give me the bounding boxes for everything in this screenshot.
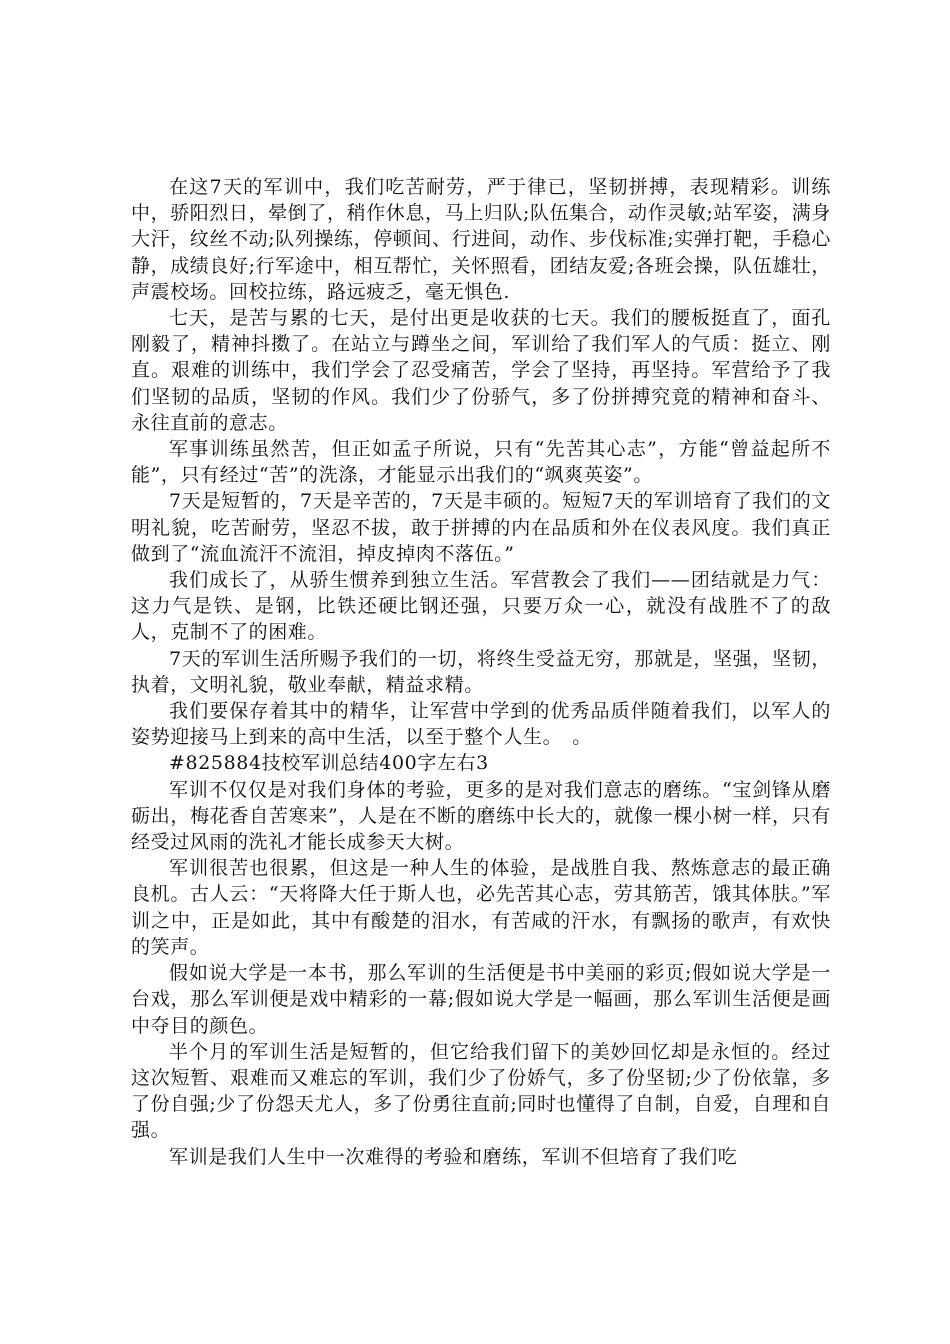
paragraph-3: 军事训练虽然苦，但正如孟子所说，只有“先苦其心志”，方能“曾益起所不能”，只有经过“苦”的洗涤，才能显示出我们的“飒爽英姿”。 bbox=[131, 438, 831, 487]
paragraph-2: 七天，是苦与累的七天，是付出更是收获的七天。我们的腰板挺直了，面孔刚毅了，精神抖擞了。在站立与蹲坐之间，军训给了我们军人的气质：挺立、刚直。艰难的训练中，我们学会了忍受痛苦，学会了坚持，再坚持。军营给予了我们坚韧的品质，坚韧的作风。我们少了份骄气，多了份拼搏究竟的精神和奋斗、永往直前的意志。 bbox=[131, 307, 831, 434]
document-body bbox=[131, 174, 831, 1170]
paragraph-10: 假如说大学是一本书，那么军训的生活便是书中美丽的彩页;假如说大学是一台戏，那么军训便是戏中精彩的一幕;假如说大学是一幅画，那么军训生活便是画中夺目的颜色。 bbox=[131, 962, 831, 1037]
paragraph-11: 半个月的军训生活是短暂的，但它给我们留下的美妙回忆却是永恒的。经过这次短暂、艰难而又难忘的军训，我们少了份娇气，多了份坚韧;少了份依靠，多了份自强;少了份怨天尤人，多了份勇往直前;同时也懂得了自制，自爱，自理和自强。 bbox=[131, 1040, 832, 1142]
paragraph-4: 7天是短暂的，7天是辛苦的，7天是丰硕的。短短7天的军训培育了我们的文明礼貌，吃苦耐劳，坚忍不拔，敢于拼搏的内在品质和外在仪表风度。我们真正做到了“流血流汗不流泪，掉皮掉肉不落伍。” bbox=[131, 490, 831, 565]
paragraph-1: 在这7天的军训中，我们吃苦耐劳，严于律已，坚韧拼搏，表现精彩。训练中，骄阳烈日，晕倒了，稍作休息，马上归队;队伍集合，动作灵敏;站军姿，满身大汗，纹丝不动;队列操练，停顿间、行进间，动作、步伐标准;实弹打靶，手稳心静，成绩良好;行军途中，相互帮忙，关怀照看，团结友爱;各班会操，队伍雄壮，声震校场。回校拉练，路远疲乏，毫无惧色. bbox=[131, 176, 832, 303]
paragraph-12: 军训是我们人生中一次难得的考验和磨练，军训不但培育了我们吃 bbox=[169, 1145, 738, 1168]
paragraph-6: 7天的军训生活所赐予我们的一切，将终生受益无穷，那就是，坚强，坚韧，执着，文明礼貌，敬业奉献，精益求精。 bbox=[131, 647, 831, 696]
paragraph-8: 军训不仅仅是对我们身体的考验，更多的是对我们意志的磨练。“宝剑锋从磨砺出，梅花香自苦寒来”，人是在不断的磨练中长大的，就像一棵小树一样，只有经受过风雨的洗礼才能长成参天大树。 bbox=[131, 778, 831, 854]
paragraph-5: 我们成长了，从骄生惯养到独立生活。军营教会了我们——团结就是力气：这力气是铁、是钢，比铁还硬比钢还强，只要万众一心，就没有战胜不了的敌人，克制不了的困难。 bbox=[131, 569, 831, 644]
section-heading: #825884技校军训总结400字左右3 bbox=[169, 752, 489, 775]
paragraph-7: 我们要保存着其中的精华，让军营中学到的优秀品质伴随着我们，以军人的姿势迎接马上到来的高中生活，以至于整个人生。 。 bbox=[131, 700, 831, 749]
paragraph-9: 军训很苦也很累，但这是一种人生的体验，是战胜自我、熬炼意志的最正确良机。古人云：“天将降大任于斯人也，必先苦其心志，劳其筋苦，饿其体肤。”军训之中，正是如此，其中有酸楚的泪水，有苦咸的汗水，有飘扬的歌声，有欢快的笑声。 bbox=[131, 857, 831, 958]
